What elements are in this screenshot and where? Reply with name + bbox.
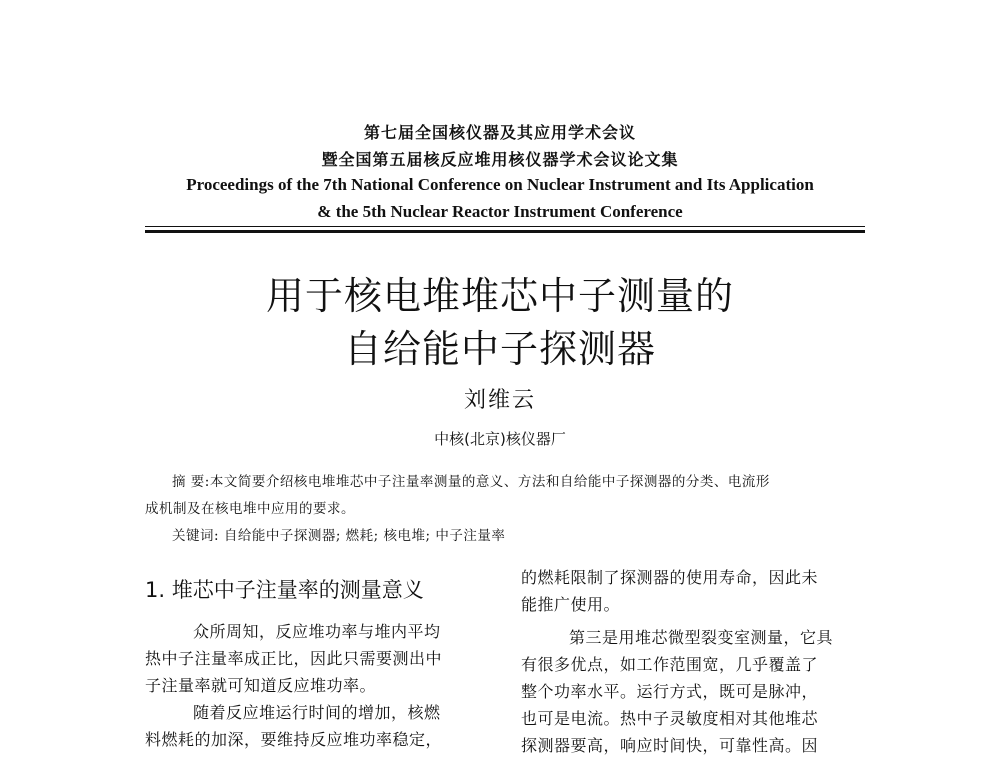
paper-title-line2: 自给能中子探测器 — [343, 327, 656, 371]
affiliation: 中核(北京)核仪器厂 — [434, 430, 566, 448]
conference-name-cn: 第七届全国核仪器及其应用学术会议 — [363, 123, 636, 142]
right-column-body — [521, 564, 861, 759]
author-name: 刘维云 — [463, 388, 536, 413]
left-line: 热中子注量率成正比，因此只需要测出中 — [145, 649, 443, 668]
paper-title-line1: 用于核电堆堆芯中子测量的 — [265, 274, 734, 318]
left-line: 随着反应堆运行时间的增加，核燃 — [193, 703, 441, 722]
right-line: 也可是电流。热中子灵敏度相对其他堆芯 — [521, 709, 819, 728]
conference-subtitle-cn: 暨全国第五届核反应堆用核仪器学术会议论文集 — [321, 150, 679, 169]
header-rule-thick — [145, 230, 865, 233]
right-line: 整个功率水平。运行方式，既可是脉冲， — [521, 682, 819, 701]
right-line: 探测器要高，响应时间快，可靠性高。因 — [521, 736, 819, 755]
header-rule-thin — [145, 226, 865, 227]
abstract-line1: 摘 要:本文简要介绍核电堆堆芯中子注量率测量的意义、方法和自给能中子探测器的分类、电流形 — [172, 474, 770, 490]
right-line: 有很多优点，如工作范围宽，几乎覆盖了 — [521, 655, 819, 674]
left-line: 众所周知，反应堆功率与堆内平均 — [193, 622, 441, 641]
left-line: 料燃耗的加深，要维持反应堆功率稳定， — [145, 730, 443, 749]
section-heading: 1. 堆芯中子注量率的测量意义 — [145, 578, 424, 602]
right-line: 的燃耗限制了探测器的使用寿命，因此未 — [521, 568, 819, 587]
keywords: 关键词: 自给能中子探测器; 燃耗; 核电堆; 中子注量率 — [172, 528, 506, 544]
conference-subtitle-en: & the 5th Nuclear Reactor Instrument Conference — [317, 202, 683, 221]
right-line: 第三是用堆芯微型裂变室测量，它具 — [569, 628, 834, 647]
left-column-body — [145, 618, 485, 753]
abstract-line2: 成机制及在核电堆中应用的要求。 — [145, 501, 355, 517]
conference-name-en: Proceedings of the 7th National Conference on Nuclear Instrument and Its Application — [186, 175, 814, 194]
left-line: 子注量率就可知道反应堆功率。 — [145, 676, 377, 695]
right-line: 能推广使用。 — [521, 595, 621, 614]
